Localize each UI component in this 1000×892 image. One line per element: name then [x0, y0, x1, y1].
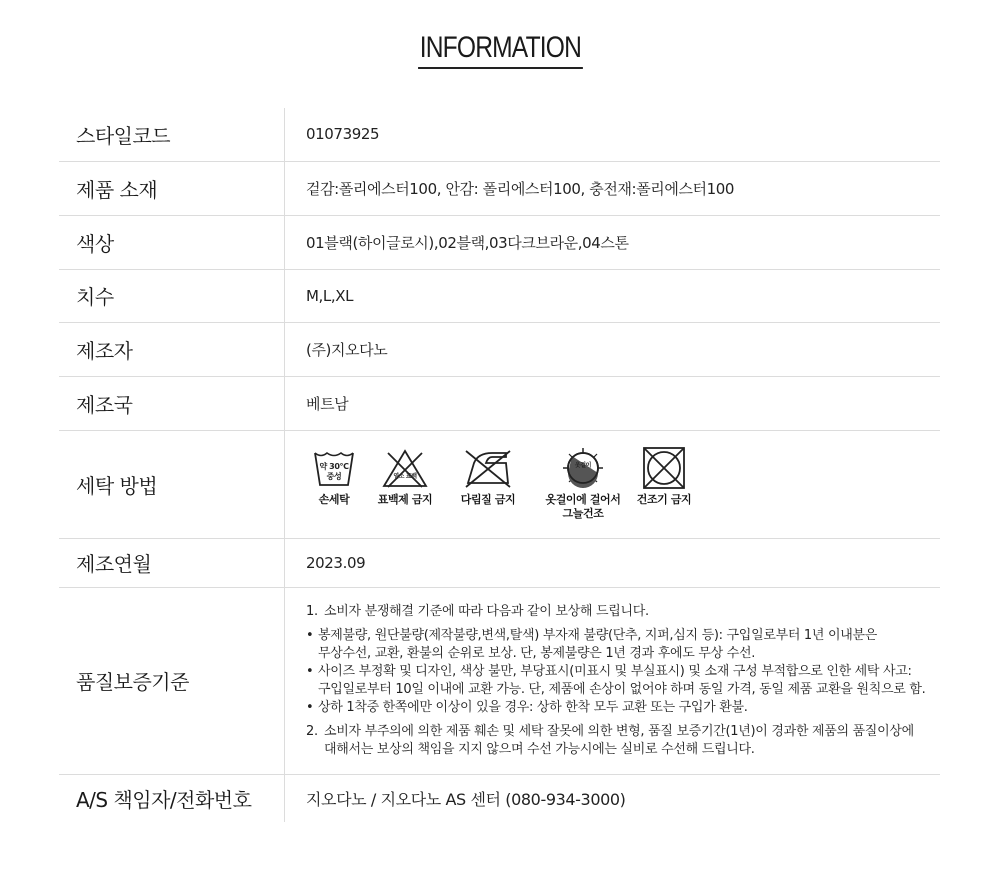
- header: [0, 30, 1000, 69]
- bullet-dot: •: [306, 699, 314, 715]
- product-info-table: [59, 108, 940, 822]
- item-text: 소비자 부주의에 의한 제품 훼손 및 세탁 잘못에 의한 변형, 품질 보증기간(1년)이 경과한 제품의 품질이상에: [324, 723, 914, 739]
- bullet-dot: •: [306, 627, 314, 643]
- hang-dry-shade-icon: [560, 447, 606, 489]
- row-label: 제조연월: [59, 538, 285, 587]
- item-number: 2.: [306, 723, 318, 739]
- row-label: A/S 책임자/전화번호: [59, 774, 285, 822]
- no-iron-icon: [462, 447, 514, 489]
- row-value: 베트남: [285, 376, 941, 430]
- row-value: 01073925: [285, 108, 941, 161]
- item-number: 1.: [306, 603, 318, 619]
- hand-wash-label: 손세탁: [318, 493, 350, 506]
- table-row: [59, 430, 940, 538]
- item-continuation: 대해서는 보상의 책임을 지지 않으며 수선 가능시에는 실비로 수선해 드립니다.: [324, 741, 755, 757]
- row-label: 세탁 방법: [59, 430, 285, 538]
- bullet-continuation: 무상수선, 교환, 환불의 순위로 보상. 단, 봉제불량은 1년 경과 후에도 무상 수선.: [318, 645, 756, 661]
- hand-wash-icon: [312, 447, 356, 489]
- table-row: [59, 108, 940, 161]
- hang-dry-label-line1: 옷걸이에 걸어서: [545, 493, 621, 506]
- row-label: 치수: [59, 269, 285, 322]
- no-bleach-label: 표백제 금지: [377, 493, 433, 506]
- no-bleach-icon: [380, 447, 430, 489]
- bullet-continuation: 구입일로부터 10일 이내에 교환 가능. 단, 제품에 손상이 없어야 하며 동일 가격, 동일 제품 교환을 원칙으로 함.: [318, 681, 926, 697]
- warranty-cell: [285, 587, 941, 774]
- warranty-bullet: [306, 627, 940, 645]
- bullet-line: 봉제불량, 원단불량(제작불량,변색,탈색) 부자재 불량(단추, 지퍼,심지 등): 구입일로부터 1년 이내분은: [318, 627, 878, 643]
- warranty-item-1: [306, 603, 940, 621]
- row-label: 제조자: [59, 322, 285, 376]
- no-tumble-dry-label: 건조기 금지: [636, 493, 692, 506]
- row-label: 제조국: [59, 376, 285, 430]
- no-tumble-dry-symbol: [634, 447, 694, 507]
- table-row: [59, 376, 940, 430]
- warranty-item-2: [306, 723, 940, 741]
- table-row: [59, 161, 940, 215]
- hang-dry-label-line2: 그늘건조: [562, 507, 604, 520]
- no-tumble-dry-icon: [641, 447, 687, 489]
- no-bleach-symbol: [376, 447, 434, 507]
- no-iron-symbol: [456, 447, 520, 507]
- bullet-line: 사이즈 부정확 및 디자인, 색상 불만, 부당표시(미표시 및 부실표시) 및 소재 구성 부적합으로 인한 세탁 사고:: [318, 663, 912, 679]
- row-value: 지오다노 / 지오다노 AS 센터 (080-934-3000): [306, 789, 626, 809]
- hand-wash-temp: 약 30°C: [319, 462, 349, 471]
- table-row: [59, 538, 940, 587]
- hand-wash-detergent: 중성: [326, 472, 342, 481]
- row-value: 2023.09: [285, 538, 941, 587]
- warranty-bullet: [306, 663, 940, 681]
- no-iron-label: 다림질 금지: [460, 493, 516, 506]
- row-label: 색상: [59, 215, 285, 269]
- warranty-text: [306, 603, 940, 759]
- table-row: [59, 215, 940, 269]
- hanger-inner-text: 옷걸이: [574, 462, 592, 469]
- table-row: [59, 587, 940, 774]
- item-text: 소비자 분쟁해결 기준에 따라 다음과 같이 보상해 드립니다.: [324, 603, 649, 619]
- washing-icons: [306, 447, 940, 521]
- row-value: 01블랙(하이글로시),02블랙,03다크브라운,04스톤: [285, 215, 941, 269]
- bullet-line: 상하 1착중 한쪽에만 이상이 있을 경우: 상하 한착 모두 교환 또는 구입가 환불.: [318, 699, 748, 715]
- row-value: M,L,XL: [285, 269, 941, 322]
- row-label: 품질보증기준: [59, 587, 285, 774]
- hand-wash-symbol: [306, 447, 362, 507]
- row-label: 스타일코드: [59, 108, 285, 161]
- row-label: 제품 소재: [59, 161, 285, 215]
- row-value: (주)지오다노: [285, 322, 941, 376]
- warranty-bullet: [306, 699, 940, 717]
- table-row: [59, 774, 940, 822]
- bullet-dot: •: [306, 663, 314, 679]
- washing-icons-cell: [285, 430, 941, 538]
- page-title: INFORMATION: [418, 30, 583, 69]
- table-row: [59, 322, 940, 376]
- table-row: [59, 269, 940, 322]
- row-value: 겉감:폴리에스터100, 안감: 폴리에스터100, 충전재:폴리에스터100: [285, 161, 941, 215]
- bleach-inner-text: 염소 표백: [393, 473, 417, 480]
- hang-dry-symbol: [540, 447, 626, 521]
